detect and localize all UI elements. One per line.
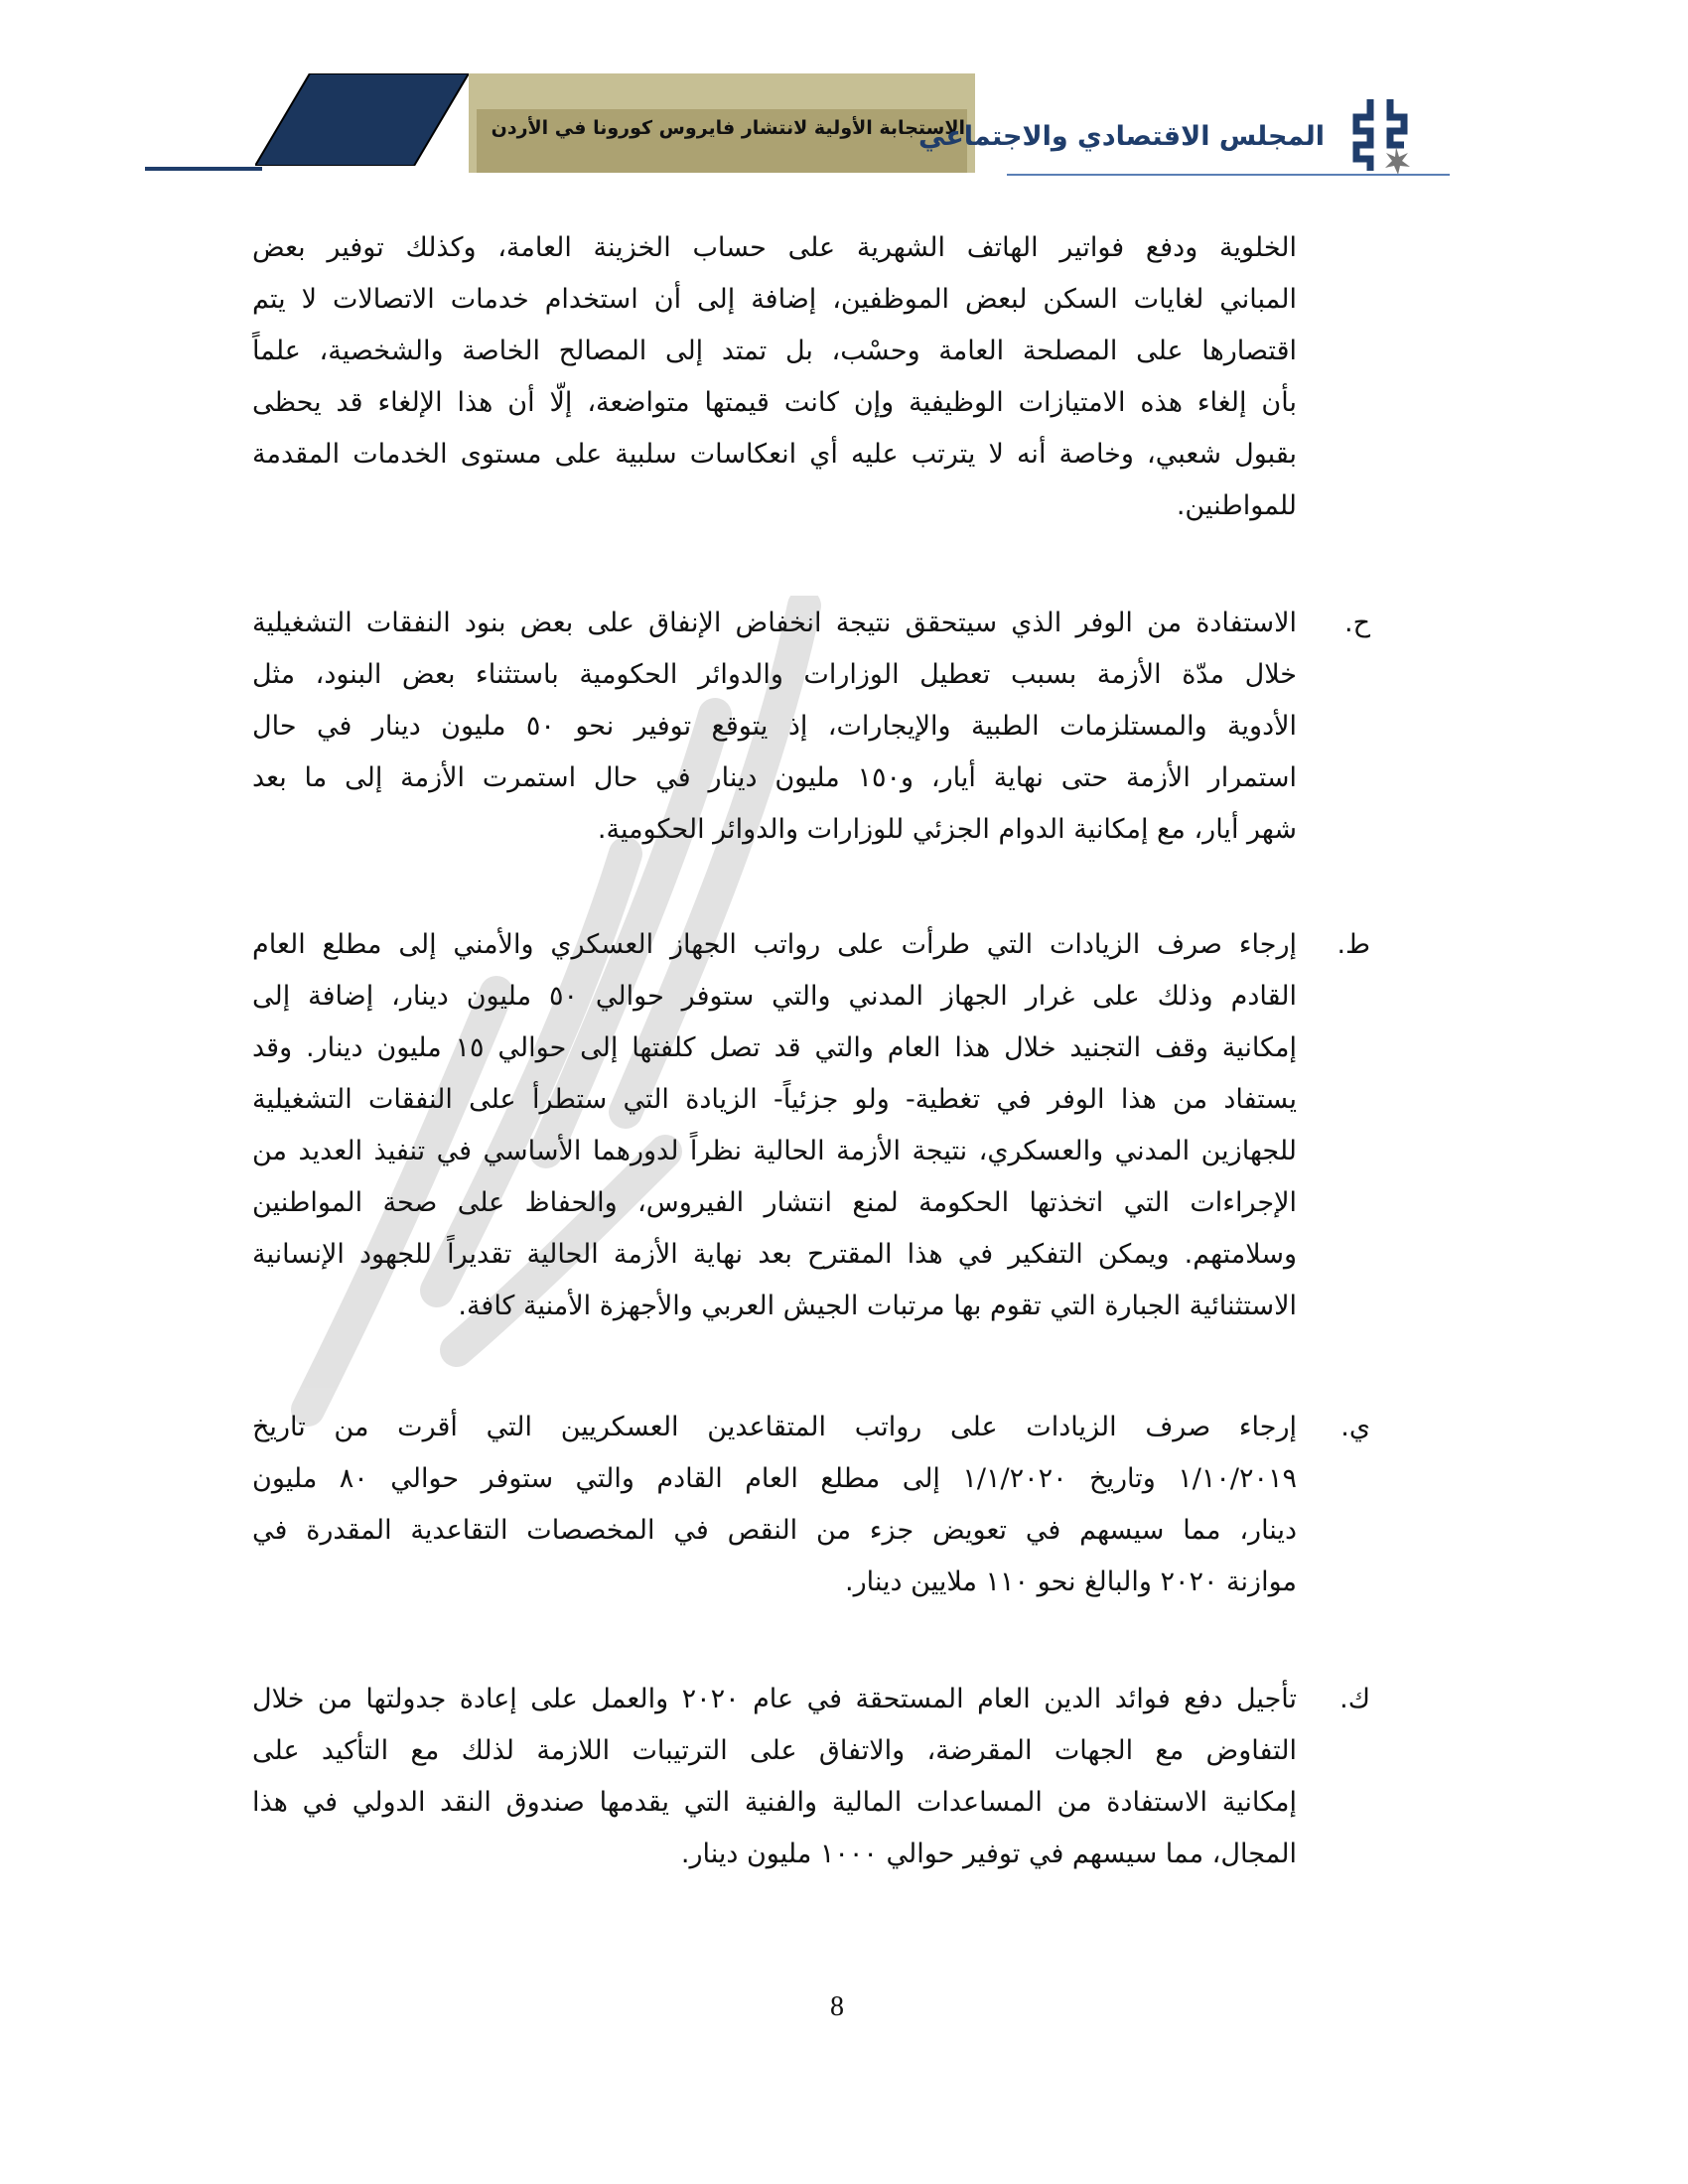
paragraph-continuation [252, 222, 1297, 532]
header-blue-parallelogram [255, 73, 469, 166]
text-line: المجال، مما سيسهم في توفير حوالي ١٠٠٠ مليون دينار. [680, 1839, 1297, 1869]
text-line: القادم وذلك على غرار الجهاز المدني والتي ستوفر حوالي ٥٠ مليون دينار، إضافة إلى [252, 981, 1297, 1012]
text-line: الأدوية والمستلزمات الطبية والإيجارات، إذ يتوقع توفير نحو ٥٠ مليون دينار في حال [252, 711, 1297, 742]
list-item-ha [252, 598, 1370, 856]
text-line: إمكانية الاستفادة من المساعدات المالية والفنية التي يقدمها صندوق النقد الدولي في هذا [252, 1787, 1297, 1818]
text-line: للجهازين المدني والعسكري، نتيجة الأزمة الحالية نظراً لدورهما الأساسي في تنفيذ العديد من [252, 1136, 1297, 1166]
header-rule-left [145, 167, 262, 171]
text-line: يستفاد من هذا الوفر في تغطية- ولو جزئياً- الزيادة التي ستطرأ على النفقات التشغيلية [252, 1084, 1297, 1115]
text-line: وسلامتهم. ويمكن التفكير في هذا المقترح بعد نهاية الأزمة الحالية تقديراً للجهود الإنسانية [252, 1239, 1297, 1270]
text-line: الخلوية ودفع فواتير الهاتف الشهرية على حساب الخزينة العامة، وكذلك توفير بعض [252, 232, 1297, 263]
list-marker: ك. [1339, 1684, 1370, 1714]
list-item-kaf [252, 1674, 1370, 1880]
text-line: بأن إلغاء هذه الامتيازات الوظيفية وإن كانت قيمتها متواضعة، إلّا أن هذا الإلغاء قد يحظى [252, 387, 1297, 418]
text-line: بقبول شعبي، وخاصة أنه لا يترتب عليه أي انعكاسات سلبية على مستوى الخدمات المقدمة [252, 439, 1297, 470]
text-line: شهر أيار، مع إمكانية الدوام الجزئي للوزارات والدوائر الحكومية. [597, 814, 1297, 845]
text-line: دينار، مما سيسهم في تعويض جزء من النقص في المخصصات التقاعدية المقدرة في [252, 1515, 1297, 1546]
text-line: إرجاء صرف الزيادات على رواتب المتقاعدين العسكريين التي أقرت من تاريخ [252, 1412, 1297, 1442]
text-line: تأجيل دفع فوائد الدين العام المستحقة في عام ٢٠٢٠ والعمل على إعادة جدولتها من خلال [252, 1684, 1297, 1714]
text-line: استمرار الأزمة حتى نهاية أيار، و١٥٠ مليون دينار في حال استمرت الأزمة إلى ما بعد [252, 762, 1297, 793]
text-line: للمواطنين. [1176, 490, 1297, 521]
text-line: الاستثنائية الجبارة التي تقوم بها مرتبات الجيش العربي والأجهزة الأمنية كافة. [458, 1291, 1297, 1321]
text-line: موازنة ٢٠٢٠ والبالغ نحو ١١٠ ملايين دينار. [845, 1567, 1297, 1597]
text-line: إمكانية وقف التجنيد خلال هذا العام والتي قد تصل كلفتها إلى حوالي ١٥ مليون دينار. وقد [252, 1032, 1297, 1063]
text-line: ١/١٠/٢٠١٩ وتاريخ ١/١/٢٠٢٠ إلى مطلع العام القادم والتي ستوفر حوالي ٨٠ مليون [252, 1463, 1297, 1494]
text-line: إرجاء صرف الزيادات التي طرأت على رواتب الجهاز العسكري والأمني إلى مطلع العام [252, 929, 1297, 960]
text-line: الاستفادة من الوفر الذي سيتحقق نتيجة انخفاض الإنفاق على بعض بنود النفقات التشغيلية [252, 608, 1297, 638]
header-rule-right [1007, 174, 1450, 176]
org-name: المجلس الاقتصادي والاجتماعي [918, 121, 1325, 152]
list-marker: ح. [1343, 608, 1370, 638]
list-item-ta [252, 919, 1370, 1332]
list-marker: ي. [1340, 1412, 1370, 1442]
text-line: المباني لغايات السكن لبعض الموظفين، إضافة إلى أن استخدام خدمات الاتصالات لا يتم [252, 284, 1297, 315]
header-title: الاستجابة الأولية لانتشار فايروس كورونا في الأردن [491, 117, 965, 139]
council-logo-icon [1331, 95, 1430, 175]
text-line: اقتصارها على المصلحة العامة وحسْب، بل تمتد إلى المصالح الخاصة والشخصية، علماً [252, 336, 1297, 366]
page-number: 8 [830, 1991, 844, 2022]
text-line: خلال مدّة الأزمة بسبب تعطيل الوزارات والدوائر الحكومية باستثناء بعض البنود، مثل [252, 659, 1297, 690]
text-line: التفاوض مع الجهات المقرضة، والاتفاق على الترتيبات اللازمة لذلك مع التأكيد على [252, 1735, 1297, 1766]
list-marker: ط. [1336, 929, 1370, 960]
list-item-ya [252, 1402, 1370, 1608]
text-line: الإجراءات التي اتخذتها الحكومة لمنع انتشار الفيروس، والحفاظ على صحة المواطنين [252, 1187, 1297, 1218]
